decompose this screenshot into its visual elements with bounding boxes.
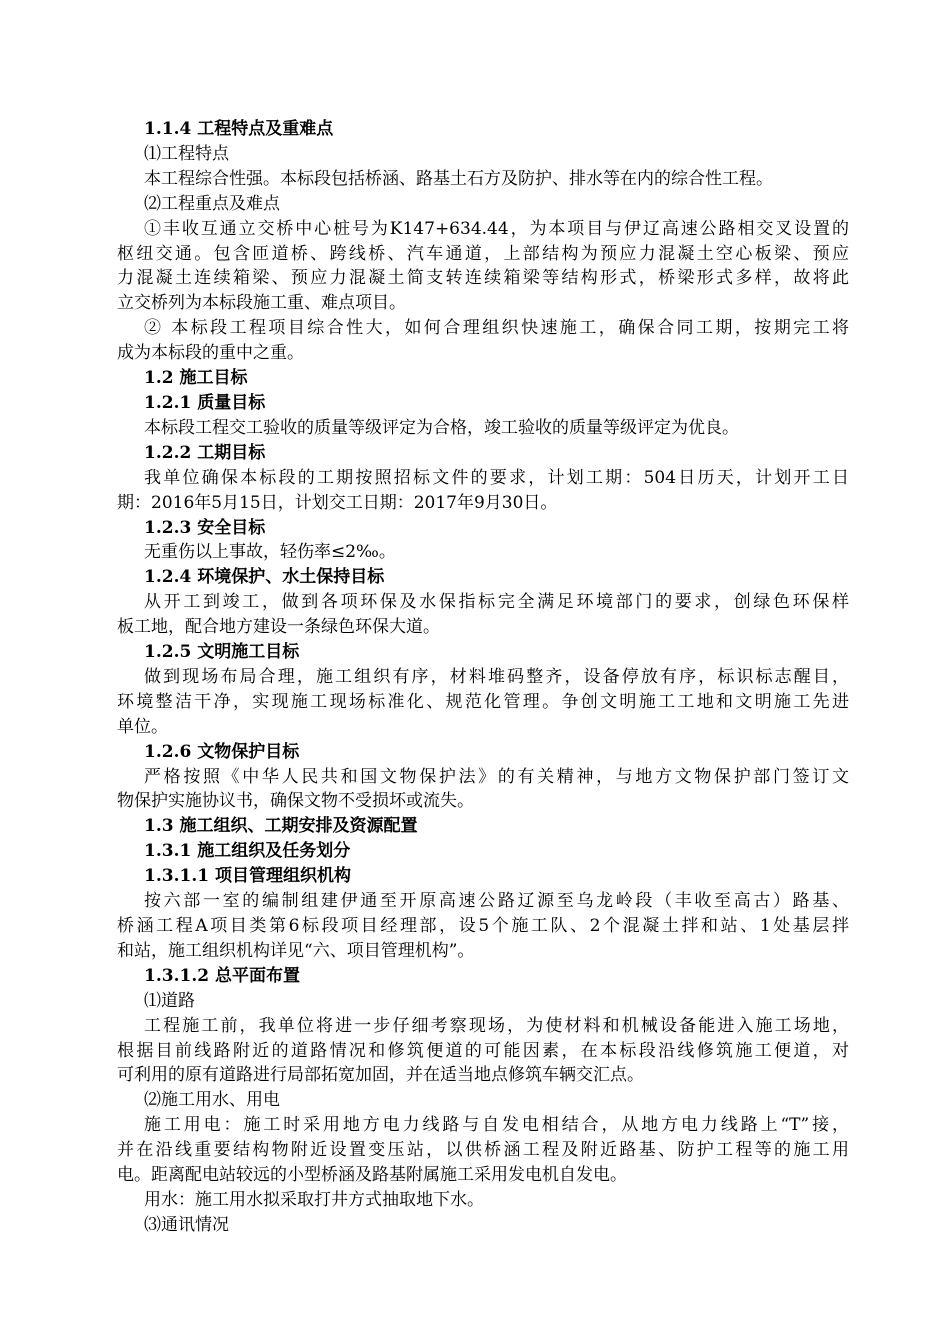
section-heading: 1.2.3 安全目标 xyxy=(144,517,266,538)
body-text-line: 和站，施工组织机构详见“六、项目管理机构”。 xyxy=(117,940,475,961)
section-heading: 1.3.1 施工组织及任务划分 xyxy=(144,841,351,862)
body-text-line: 并在沿线重要结构物附近设置变压站，以供桥涵工程及附近路基、防护工程等的施工用 xyxy=(117,1140,849,1161)
section-heading: 1.2.1 质量目标 xyxy=(144,392,266,413)
section-heading: 1.2 施工目标 xyxy=(144,368,248,389)
body-text-line: 板工地，配合地方建设一条绿色环保大道。 xyxy=(117,617,440,638)
body-text-line: 施工用电：施工时采用地方电力线路与自发电相结合，从地方电力线路上“T”接， xyxy=(144,1115,849,1136)
section-heading: 1.2.6 文物保护目标 xyxy=(144,741,300,762)
body-text-line: ⑵施工用水、用电 xyxy=(144,1090,280,1111)
section-heading: 1.1.4 工程特点及重难点 xyxy=(144,119,334,139)
section-heading: 1.2.2 工期目标 xyxy=(144,442,266,463)
body-text-line: 本工程综合性强。本标段包括桥涵、路基土石方及防护、排水等在内的综合性工程。 xyxy=(144,168,773,189)
body-text-line: 按六部一室的编制组建伊通至开原高速公路辽源至乌龙岭段（丰收至高古）路基、 xyxy=(144,891,849,912)
body-text-line: ② 本标段工程项目综合性大，如何合理组织快速施工，确保合同工期，按期完工将 xyxy=(144,318,849,339)
body-text-line: 工程施工前，我单位将进一步仔细考察现场，为使材料和机械设备能进入施工场地， xyxy=(144,1015,849,1036)
body-text-line: ⑶通讯情况 xyxy=(144,1214,229,1235)
body-text-line: 用水：施工用水拟采取打井方式抽取地下水。 xyxy=(144,1189,484,1210)
body-text-line: 我单位确保本标段的工期按照招标文件的要求，计划工期：504日历天，计划开工日 xyxy=(144,467,849,488)
body-text-line: 成为本标段的重中之重。 xyxy=(117,343,304,364)
body-text-line: 严格按照《中华人民共和国文物保护法》的有关精神，与地方文物保护部门签订文 xyxy=(144,766,849,787)
body-text-line: 物保护实施协议书，确保文物不受损坏或流失。 xyxy=(117,791,474,812)
body-text-line: 立交桥列为本标段施工重、难点项目。 xyxy=(117,293,406,314)
section-heading: 1.3.1.1 项目管理组织机构 xyxy=(144,866,351,887)
section-heading: 1.3.1.2 总平面布置 xyxy=(144,965,300,986)
body-text-line: 电。距离配电站较远的小型桥涵及路基附属施工采用发电机自发电。 xyxy=(117,1165,627,1186)
document-page xyxy=(117,117,849,1238)
body-text-line: 做到现场布局合理，施工组织有序，材料堆码整齐，设备停放有序，标识标志醒目， xyxy=(144,666,849,687)
body-text-line: 枢纽交通。包含匝道桥、跨线桥、汽车通道，上部结构为预应力混凝土空心板梁、预应 xyxy=(117,243,849,264)
body-text-line: 无重伤以上事故，轻伤率≤2‰。 xyxy=(144,542,396,563)
body-text-line: ⑴工程特点 xyxy=(144,143,229,164)
body-text-line: 环境整洁干净，实现施工现场标准化、规范化管理。争创文明施工工地和文明施工先进 xyxy=(117,691,849,712)
body-text-line: 单位。 xyxy=(117,716,168,737)
body-text-line: 可利用的原有道路进行局部拓宽加固，并在适当地点修筑车辆交汇点。 xyxy=(117,1065,644,1086)
section-heading: 1.3 施工组织、工期安排及资源配置 xyxy=(144,816,418,837)
section-heading: 1.2.5 文明施工目标 xyxy=(144,642,300,663)
body-text-line: ⑴道路 xyxy=(144,990,195,1011)
section-heading: 1.2.4 环境保护、水土保持目标 xyxy=(144,567,385,588)
body-text-line: 从开工到竣工，做到各项环保及水保指标完全满足环境部门的要求，创绿色环保样 xyxy=(144,592,849,613)
body-text-line: 桥涵工程A项目类第6标段项目经理部，设5个施工队、2个混凝土拌和站、1处基层拌 xyxy=(117,916,849,936)
body-text-line: 期：2016年5月15日，计划交工日期：2017年9月30日。 xyxy=(117,492,558,513)
body-text-line: 力混凝土连续箱梁、预应力混凝土简支转连续箱梁等结构形式，桥梁形式多样，故将此 xyxy=(117,268,849,289)
body-text-line: ⑵工程重点及难点 xyxy=(144,193,280,214)
body-text-line: ①丰收互通立交桥中心桩号为K147+634.44，为本项目与伊辽高速公路相交叉设置的 xyxy=(144,218,849,239)
body-text-line: 本标段工程交工验收的质量等级评定为合格，竣工验收的质量等级评定为优良。 xyxy=(144,417,739,438)
body-text-line: 根据目前线路附近的道路情况和修筑便道的可能因素，在本标段沿线修筑施工便道，对 xyxy=(117,1040,849,1061)
